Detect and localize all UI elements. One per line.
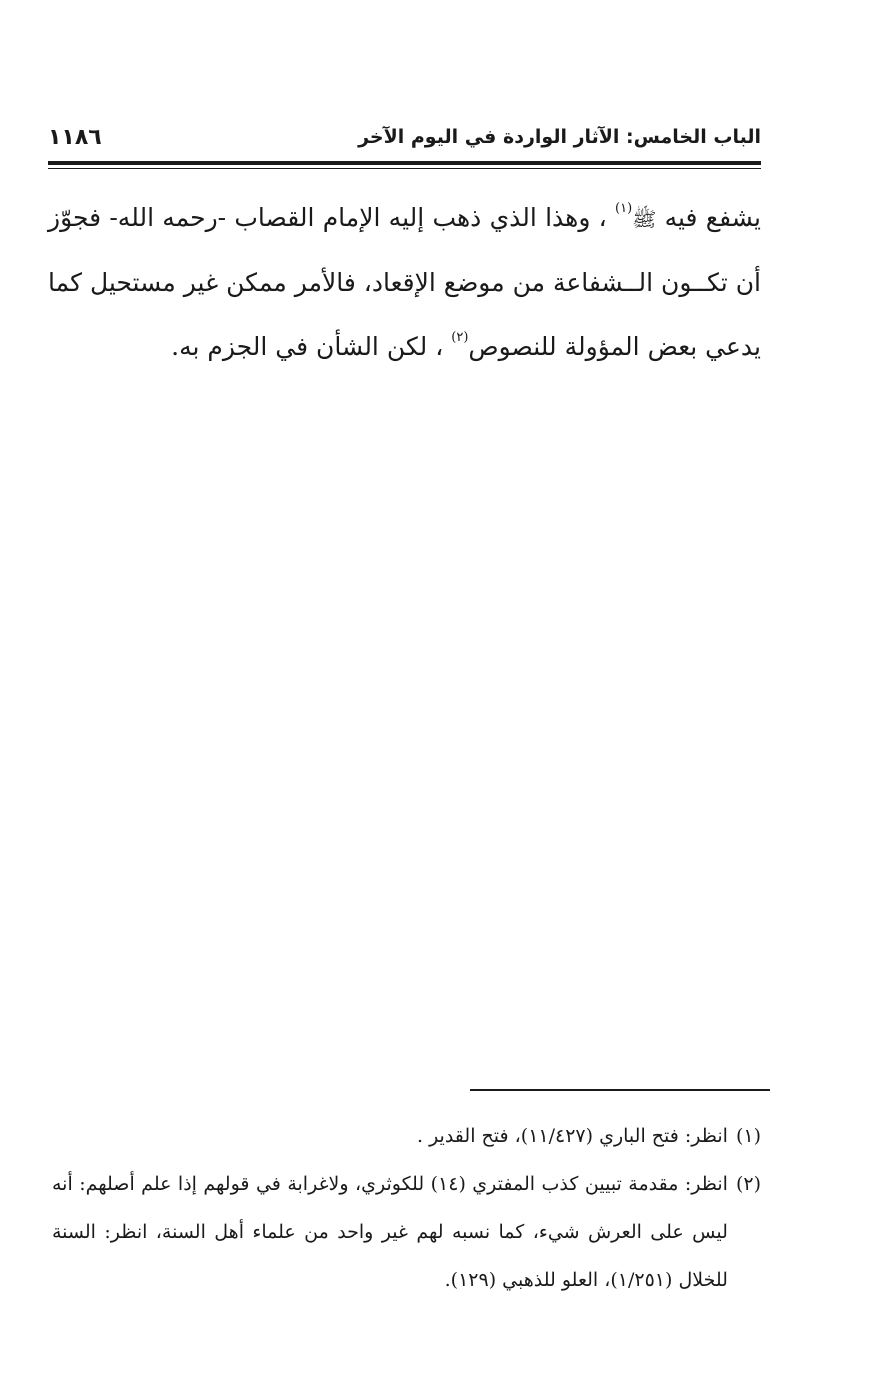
footnotes bbox=[52, 1112, 761, 1304]
header-rule-thick bbox=[48, 161, 761, 165]
page-number: ١١٨٦ bbox=[48, 124, 102, 150]
footnote-text: انظر: مقدمة تبيين كذب المفتري (١٤) للكوثري، ولاغرابة في قولهم إذا علم أصلهم: أنه ليس على العرش شيء، كما نسبه لهم غير واحد من علماء أهل السنة، انظر: السنة للخلال (١/٢٥١)، العلو للذهبي (١٢٩). bbox=[52, 1173, 728, 1291]
footnote-ref-1[interactable]: (١) bbox=[615, 201, 633, 216]
footnote-separator bbox=[470, 1089, 770, 1091]
footnote-ref-2[interactable]: (٢) bbox=[451, 330, 469, 345]
header-rule-thin bbox=[48, 168, 761, 169]
text-segment: ، وهذا الذي ذهب إليه الإمام القصاب -رحمه الله- فجوّز أن تكــون الــشفاعة من موضع الإقعاد، فالأمر ممكن غير مستحيل كما يدعي بعض المؤولة للنصوص bbox=[48, 203, 761, 361]
main-text bbox=[48, 186, 761, 379]
footnote-number: (٢) bbox=[735, 1173, 761, 1195]
paragraph bbox=[48, 186, 761, 379]
text-segment: يشفع فيه bbox=[656, 203, 761, 232]
running-title: الباب الخامس: الآثار الواردة في اليوم الآخر bbox=[358, 126, 761, 148]
footnote-2 bbox=[52, 1160, 761, 1304]
page-header bbox=[48, 116, 761, 158]
text-segment: ، لكن الشأن في الجزم به. bbox=[171, 332, 452, 361]
footnote-1 bbox=[52, 1112, 761, 1160]
footnote-text: انظر: فتح الباري (١١/٤٢٧)، فتح القدير . bbox=[416, 1125, 728, 1147]
honorific-glyph: ﷺ bbox=[632, 207, 657, 231]
footnote-number: (١) bbox=[735, 1125, 761, 1147]
